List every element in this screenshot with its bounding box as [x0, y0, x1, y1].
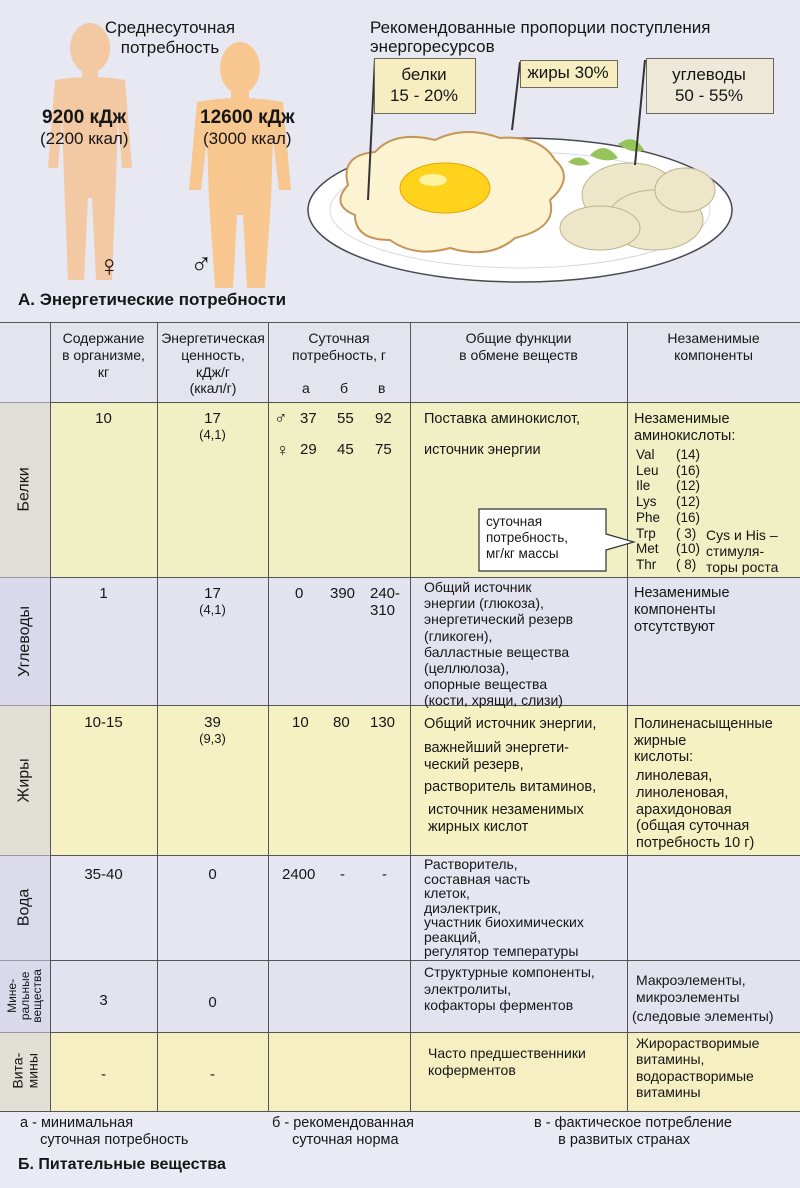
carbs-essential: Незаменимые компоненты отсутствуют	[634, 585, 730, 635]
callout-text: суточная потребность, мг/кг массы	[486, 514, 568, 561]
header-content: Содержание в организме, кг	[62, 330, 145, 380]
header-functions: Общие функции в обмене веществ	[459, 330, 578, 363]
minerals-functions: Структурные компоненты, электролиты, кофакторы ферментов	[424, 964, 595, 1013]
section-energy-needs	[0, 0, 800, 322]
water-functions: Растворитель, составная часть клеток, диэлектрик, участник биохимических реакций, регулятор температуры	[424, 856, 584, 959]
minerals-content: 3	[99, 992, 108, 1009]
vitamins-functions: Часто предшественники коферментов	[428, 1045, 586, 1078]
label-proteins: Белки	[15, 467, 33, 512]
proteins-essential-title: Незаменимые аминокислоты:	[634, 411, 736, 444]
fats-function-4: источник незаменимых жирных кислот	[428, 802, 584, 835]
carbs-v: 240- 310	[370, 585, 401, 619]
carbs-b: 390	[330, 585, 356, 602]
carbs-functions: Общий источник энергии (глюкоза), энергетический резерв (гликоген), балластные вещества (целлюлоза), опорные вещества (кости, хрящи, слизи)	[424, 579, 574, 709]
fats-function-3: растворитель витаминов,	[424, 779, 597, 795]
male-silhouette	[165, 40, 315, 290]
proteins-female-a: 29	[300, 441, 317, 458]
proteins-function-2: источник энергии	[424, 442, 541, 458]
label-minerals: Мине- ральные вещества	[5, 969, 45, 1023]
proteins-female-symbol-icon: ♀	[276, 440, 290, 460]
fats-essential-2: линолевая, линоленовая, арахидоновая (общая суточная потребность 10 г)	[636, 768, 755, 852]
fats-energy: 39	[204, 714, 221, 731]
fats-b: 80	[333, 714, 350, 731]
vitamins-essential: Жирорастворимые витамины, водорастворимые витамины	[636, 1035, 760, 1100]
daily-need-title: Среднесуточная потребность	[104, 18, 236, 57]
section-a-title: А. Энергетические потребности	[18, 290, 287, 309]
amino-acid-values: (14) (16) (12) (12) (16) ( 3) (10) ( 8)	[676, 447, 701, 572]
flag-proteins-label: белки 15 - 20%	[389, 65, 459, 105]
proteins-function-1: Поставка аминокислот,	[424, 411, 581, 427]
proteins-energy: 17	[204, 410, 221, 427]
vitamins-energy: -	[210, 1066, 215, 1083]
water-a: 2400	[282, 866, 316, 883]
section-b-title: Б. Питательные вещества	[18, 1156, 226, 1173]
minerals-essential-1: Макроэлементы, микроэлементы	[636, 972, 746, 1005]
label-fats: Жиры	[15, 757, 33, 803]
water-b: -	[340, 866, 345, 883]
header-essential: Незаменимые компоненты	[667, 330, 760, 363]
header-sub-a: а	[302, 380, 310, 396]
header-sub-v: в	[378, 380, 386, 396]
proteins-content: 10	[95, 410, 112, 427]
fats-function-2: важнейший энергети- ческий резерв,	[424, 740, 569, 773]
fats-content: 10-15	[84, 714, 123, 731]
header-daily-need: Суточная потребность, г	[291, 330, 386, 363]
fats-a: 10	[292, 714, 309, 731]
male-energy-kj: 12600 кДж	[200, 107, 295, 128]
female-energy-kcal: (2200 ккал)	[40, 129, 129, 148]
carbs-a: 0	[295, 585, 304, 602]
minerals-energy: 0	[208, 994, 217, 1011]
fats-v: 130	[370, 714, 396, 731]
proportions-title: Рекомендованные пропорции поступления энергоресурсов	[370, 18, 711, 56]
footnote-a: а - минимальная суточная потребность	[20, 1115, 189, 1148]
label-vitamins: Вита- мины	[9, 1053, 40, 1089]
female-silhouette	[20, 18, 160, 288]
male-energy-kcal: (3000 ккал)	[203, 129, 292, 148]
fats-essential-1: Полиненасыщенные жирные кислоты:	[634, 716, 773, 765]
water-energy: 0	[208, 866, 217, 883]
proteins-male-v: 92	[375, 410, 392, 427]
fats-function-1: Общий источник энергии,	[424, 716, 597, 732]
proteins-female-v: 75	[375, 441, 392, 458]
carbs-energy: 17	[204, 585, 221, 602]
footnote-b: б - рекомендованная суточная норма	[272, 1115, 414, 1148]
proteins-male-b: 55	[337, 410, 354, 427]
carbs-content: 1	[99, 585, 108, 602]
label-carbs: Углеводы	[15, 605, 33, 677]
vitamins-content: -	[101, 1066, 106, 1083]
female-symbol-icon: ♀	[98, 250, 121, 283]
proteins-male-a: 37	[300, 410, 317, 427]
label-water: Вода	[15, 888, 33, 927]
proteins-female-b: 45	[337, 441, 354, 458]
minerals-essential-2: (следовые элементы)	[632, 1008, 774, 1024]
flag-carbs-label: углеводы 50 - 55%	[672, 65, 746, 105]
proteins-energy-kcal: (4,1)	[199, 427, 226, 442]
amino-acid-names: Val Leu Ile Lys Phe Trp Met Thr	[636, 447, 661, 572]
header-energy: Энергетическая ценность, кДж/г (ккал/г)	[161, 330, 265, 397]
fats-energy-kcal: (9,3)	[199, 731, 226, 746]
male-symbol-icon: ♂	[190, 248, 213, 281]
growth-stimulators-note: Cys и His – стимуля- торы роста	[706, 527, 779, 575]
header-sub-b: б	[340, 380, 349, 396]
flag-fats-label: жиры 30%	[527, 63, 609, 82]
water-content: 35-40	[84, 866, 123, 883]
water-v: -	[382, 866, 387, 883]
female-energy-kj: 9200 кДж	[42, 107, 127, 128]
footnote-v: в - фактическое потребление в развитых странах	[534, 1115, 732, 1148]
carbs-energy-kcal: (4,1)	[199, 602, 226, 617]
proteins-male-symbol-icon: ♂	[274, 408, 288, 428]
